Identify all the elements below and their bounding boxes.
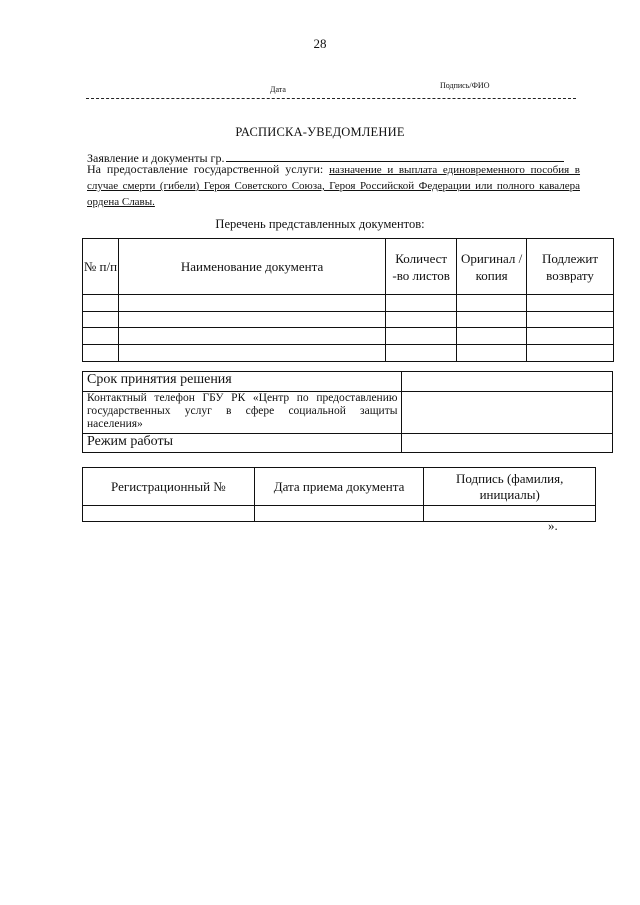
document-title: РАСПИСКА-УВЕДОМЛЕНИЕ [235, 125, 405, 139]
service-name: назначение и выплата единовременного пособия в случае смерти (гибели) Героя Советского Союза, Героя Российской Федерации или полного кавалера ордена Славы. [87, 164, 581, 208]
decision-term-row [83, 372, 613, 392]
header-receipt-date: Дата приема документа [254, 468, 424, 506]
documents-list-title: Перечень представленных документов: [215, 217, 425, 231]
header-original-copy: Оригинал /копия [457, 239, 527, 295]
header-sheet-count: Количест -во листов [386, 239, 457, 295]
contact-phone-row [83, 392, 613, 434]
registration-table [82, 467, 596, 522]
cut-line [86, 98, 576, 99]
contact-phone-label: Контактный телефон ГБУ РК «Центр по предоставлению государственных услуг в сфере социальной защиты населения» [83, 392, 402, 434]
applicant-name-blank [226, 151, 564, 162]
table-row [83, 506, 596, 522]
table-row [83, 328, 614, 345]
table-row [83, 295, 614, 312]
header-registration-number: Регистрационный № [83, 468, 255, 506]
documents-table [82, 238, 614, 362]
working-hours-row [83, 434, 613, 453]
registration-header-row [83, 468, 596, 506]
table-row [83, 312, 614, 328]
application-prefix: Заявление и документы гр. [87, 151, 225, 165]
service-prefix: На предоставление государственной услуги: [87, 162, 324, 176]
header-number: № п/п [83, 239, 119, 295]
working-hours-label: Режим работы [83, 434, 402, 453]
documents-table-header-row [83, 239, 614, 295]
header-to-be-returned: Подлежит возврату [527, 239, 614, 295]
working-hours-value [402, 434, 613, 453]
service-paragraph [87, 162, 580, 210]
page-number: 28 [313, 36, 327, 51]
contact-phone-value [402, 392, 613, 434]
header-document-name: Наименование документа [118, 239, 385, 295]
decision-term-label: Срок принятия решения [83, 372, 402, 392]
header-signature: Подпись (фамилия, инициалы) [424, 468, 596, 506]
decision-term-value [402, 372, 613, 392]
table-row [83, 345, 614, 362]
signature-label: Подпись/ФИО [440, 81, 490, 90]
date-label: Дата [270, 85, 286, 94]
closing-quote: ». [548, 518, 558, 533]
info-table [82, 371, 613, 453]
